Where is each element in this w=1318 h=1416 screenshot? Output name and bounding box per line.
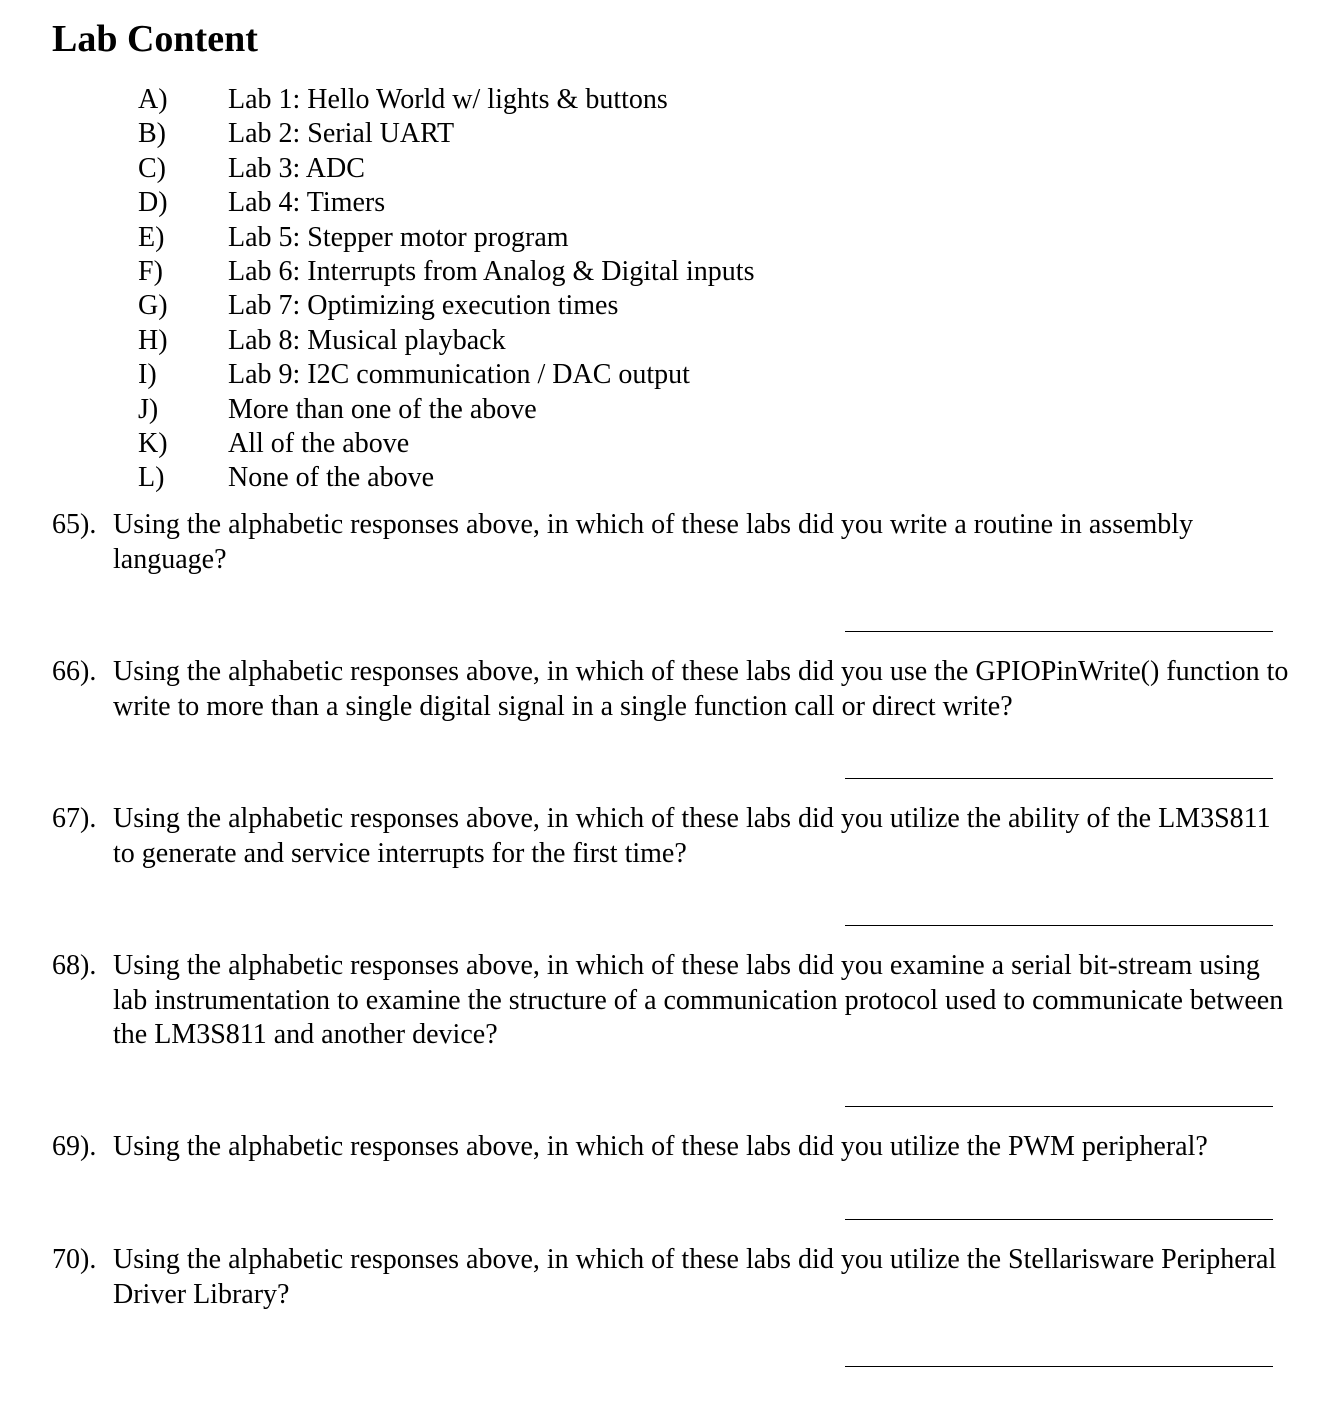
answer-line-66[interactable] bbox=[845, 778, 1273, 779]
question-text: Using the alphabetic responses above, in which of these labs did you examine a serial bit-stream using lab instrumentation to examine the structure of a communication protocol used to communicate between the LM3S811 and another device? bbox=[113, 950, 1284, 1050]
option-item bbox=[138, 255, 754, 289]
answer-line-67[interactable] bbox=[845, 925, 1273, 926]
lab-options-list bbox=[138, 83, 754, 496]
option-letter: D) bbox=[138, 187, 168, 219]
answer-line-68[interactable] bbox=[845, 1106, 1273, 1107]
question-number: 65). bbox=[52, 509, 97, 540]
question-66 bbox=[52, 655, 1292, 724]
option-item bbox=[138, 393, 754, 427]
option-text: Lab 2: Serial UART bbox=[228, 118, 455, 150]
option-letter: F) bbox=[138, 255, 163, 287]
option-text: Lab 3: ADC bbox=[228, 152, 365, 184]
question-text: Using the alphabetic responses above, in which of these labs did you write a routine in assembly language? bbox=[113, 509, 1194, 575]
option-letter: G) bbox=[138, 290, 168, 322]
option-letter: A) bbox=[138, 84, 168, 115]
option-item bbox=[138, 461, 754, 495]
option-text: All of the above bbox=[228, 427, 410, 459]
question-number: 69). bbox=[52, 1131, 97, 1162]
option-text: More than one of the above bbox=[228, 393, 537, 425]
option-item bbox=[138, 221, 754, 255]
answer-line-69[interactable] bbox=[845, 1219, 1273, 1220]
option-item bbox=[138, 324, 754, 358]
option-letter: K) bbox=[138, 427, 168, 459]
question-text: Using the alphabetic responses above, in which of these labs did you utilize the PWM peripheral? bbox=[113, 1131, 1208, 1162]
question-69 bbox=[52, 1130, 1292, 1165]
question-number: 68). bbox=[52, 950, 97, 981]
option-item bbox=[138, 186, 754, 220]
option-letter: L) bbox=[138, 462, 165, 494]
option-text: Lab 7: Optimizing execution times bbox=[228, 290, 619, 322]
question-68 bbox=[52, 949, 1292, 1053]
question-number: 67). bbox=[52, 803, 97, 834]
question-text: Using the alphabetic responses above, in which of these labs did you utilize the ability of the LM3S811 to generate and service interrupts for the first time? bbox=[113, 803, 1271, 869]
option-item bbox=[138, 152, 754, 186]
question-67 bbox=[52, 802, 1292, 871]
option-item bbox=[138, 117, 754, 151]
answer-line-70[interactable] bbox=[845, 1366, 1273, 1367]
question-65 bbox=[52, 508, 1292, 577]
option-text: Lab 4: Timers bbox=[228, 187, 386, 219]
option-letter: E) bbox=[138, 221, 165, 253]
option-letter: C) bbox=[138, 152, 166, 184]
option-letter: I) bbox=[138, 359, 157, 391]
option-letter: J) bbox=[138, 393, 159, 425]
question-text: Using the alphabetic responses above, in which of these labs did you use the GPIOPinWrite() function to write to more than a single digital signal in a single function call or direct write? bbox=[113, 656, 1289, 722]
option-text: Lab 5: Stepper motor program bbox=[228, 221, 569, 253]
option-item bbox=[138, 83, 754, 117]
question-number: 70). bbox=[52, 1244, 97, 1275]
option-item bbox=[138, 427, 754, 461]
option-text: Lab 9: I2C communication / DAC output bbox=[228, 359, 690, 391]
option-text: Lab 1: Hello World w/ lights & buttons bbox=[228, 84, 668, 115]
page-title: Lab Content bbox=[52, 18, 258, 60]
answer-line-65[interactable] bbox=[845, 631, 1273, 632]
option-item bbox=[138, 289, 754, 323]
question-number: 66). bbox=[52, 656, 97, 687]
option-item bbox=[138, 358, 754, 392]
option-text: None of the above bbox=[228, 462, 435, 494]
option-text: Lab 8: Musical playback bbox=[228, 324, 506, 356]
option-text: Lab 6: Interrupts from Analog & Digital inputs bbox=[228, 255, 755, 287]
question-text: Using the alphabetic responses above, in which of these labs did you utilize the Stellarisware Peripheral Driver Library? bbox=[113, 1244, 1277, 1310]
option-letter: H) bbox=[138, 324, 168, 356]
option-letter: B) bbox=[138, 118, 166, 150]
question-70 bbox=[52, 1243, 1292, 1312]
